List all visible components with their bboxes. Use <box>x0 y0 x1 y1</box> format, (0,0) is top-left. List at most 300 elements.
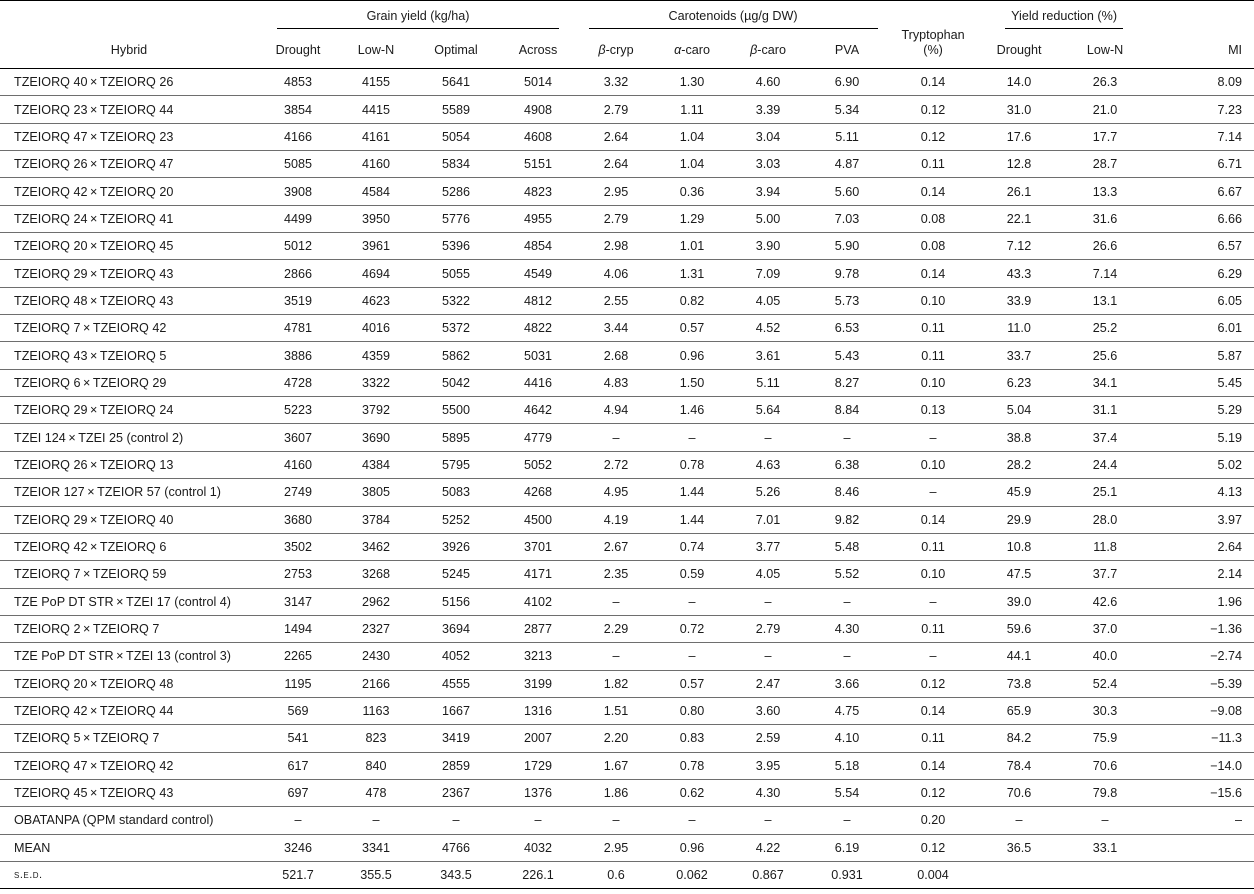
yr-low-n-cell: 40.0 <box>1060 643 1150 670</box>
mi-cell: −14.0 <box>1150 752 1254 779</box>
mi-cell: 6.71 <box>1150 151 1254 178</box>
b-cryp-cell: 2.64 <box>578 151 654 178</box>
across-cell: 226.1 <box>498 861 578 888</box>
tryptophan-cell: 0.12 <box>888 779 978 806</box>
pva-cell: 8.46 <box>806 479 888 506</box>
across-cell: 4608 <box>498 123 578 150</box>
pva-cell: 8.84 <box>806 397 888 424</box>
tryptophan-cell: 0.10 <box>888 287 978 314</box>
drought-cell: 4160 <box>258 451 338 478</box>
b-cryp-cell: 2.72 <box>578 451 654 478</box>
hybrid-cell: MEAN <box>0 834 258 861</box>
mi-cell: 2.14 <box>1150 561 1254 588</box>
grain-yield-header: Grain yield (kg/ha) <box>258 0 578 32</box>
hybrid-cell: TZEIORQ 45 × TZEIORQ 43 <box>0 779 258 806</box>
yr-low-n-cell: 25.2 <box>1060 315 1150 342</box>
hybrid-column-header: Hybrid <box>0 32 258 69</box>
mi-cell: −15.6 <box>1150 779 1254 806</box>
across-cell: 4268 <box>498 479 578 506</box>
table-row <box>0 752 1254 779</box>
low-n-column-header: Low-N <box>338 32 414 69</box>
yr-drought-cell: – <box>978 807 1060 834</box>
low-n-cell: 3805 <box>338 479 414 506</box>
drought-cell: 2866 <box>258 260 338 287</box>
optimal-cell: 343.5 <box>414 861 498 888</box>
drought-cell: 3854 <box>258 96 338 123</box>
across-cell: 5014 <box>498 69 578 96</box>
mi-cell: −9.08 <box>1150 697 1254 724</box>
across-cell: 4642 <box>498 397 578 424</box>
tryptophan-cell: 0.14 <box>888 752 978 779</box>
pva-cell: 9.82 <box>806 506 888 533</box>
yr-drought-cell: 31.0 <box>978 96 1060 123</box>
hybrid-cell: TZEIORQ 7 × TZEIORQ 42 <box>0 315 258 342</box>
yr-low-n-cell <box>1060 861 1150 888</box>
yr-drought-cell: 73.8 <box>978 670 1060 697</box>
hybrid-cell: TZEIORQ 5 × TZEIORQ 7 <box>0 725 258 752</box>
across-cell: 2877 <box>498 615 578 642</box>
yr-drought-cell: 43.3 <box>978 260 1060 287</box>
across-cell: 3213 <box>498 643 578 670</box>
tryptophan-cell: 0.12 <box>888 834 978 861</box>
yr-drought-cell: 45.9 <box>978 479 1060 506</box>
yr-drought-cell: 38.8 <box>978 424 1060 451</box>
b-cryp-cell: 2.35 <box>578 561 654 588</box>
b-cryp-cell: 2.95 <box>578 834 654 861</box>
mi-cell: 5.45 <box>1150 369 1254 396</box>
tryptophan-cell: 0.11 <box>888 725 978 752</box>
table-row <box>0 807 1254 834</box>
tryptophan-cell: 0.11 <box>888 615 978 642</box>
pva-cell: 6.53 <box>806 315 888 342</box>
yr-low-n-cell: 28.0 <box>1060 506 1150 533</box>
across-cell: 5052 <box>498 451 578 478</box>
yr-drought-cell: 12.8 <box>978 151 1060 178</box>
hybrid-header-cell <box>0 0 258 32</box>
yr-low-n-cell: 24.4 <box>1060 451 1150 478</box>
optimal-cell: 5862 <box>414 342 498 369</box>
across-cell: 3701 <box>498 533 578 560</box>
low-n-cell: 2430 <box>338 643 414 670</box>
a-caro-cell: 0.74 <box>654 533 730 560</box>
low-n-cell: 3690 <box>338 424 414 451</box>
a-caro-cell: 0.59 <box>654 561 730 588</box>
across-cell: 4908 <box>498 96 578 123</box>
mi-cell: – <box>1150 807 1254 834</box>
b-caro-cell: 2.59 <box>730 725 806 752</box>
yr-low-n-cell: 25.1 <box>1060 479 1150 506</box>
hybrid-cell: TZEIORQ 47 × TZEIORQ 23 <box>0 123 258 150</box>
b-caro-cell: 4.30 <box>730 779 806 806</box>
optimal-cell: 3694 <box>414 615 498 642</box>
across-cell: 4823 <box>498 178 578 205</box>
pva-cell: 6.90 <box>806 69 888 96</box>
hybrid-cell: TZEIORQ 40 × TZEIORQ 26 <box>0 69 258 96</box>
tryptophan-cell: – <box>888 588 978 615</box>
across-cell: 1316 <box>498 697 578 724</box>
tryptophan-cell: 0.12 <box>888 96 978 123</box>
yr-drought-cell: 17.6 <box>978 123 1060 150</box>
drought-cell: 521.7 <box>258 861 338 888</box>
b-caro-cell: 2.47 <box>730 670 806 697</box>
pva-cell: 5.18 <box>806 752 888 779</box>
yr-low-n-cell: 37.4 <box>1060 424 1150 451</box>
low-n-cell: 823 <box>338 725 414 752</box>
pva-cell: 5.54 <box>806 779 888 806</box>
hybrid-cell: TZEIORQ 20 × TZEIORQ 45 <box>0 233 258 260</box>
table-row <box>0 260 1254 287</box>
b-caro-cell: 2.79 <box>730 615 806 642</box>
pva-cell: 4.87 <box>806 151 888 178</box>
b-cryp-cell: 3.32 <box>578 69 654 96</box>
tryptophan-cell: 0.11 <box>888 315 978 342</box>
optimal-cell: 3419 <box>414 725 498 752</box>
table-row <box>0 69 1254 96</box>
b-caro-cell: – <box>730 807 806 834</box>
tryptophan-cell: – <box>888 424 978 451</box>
b-cryp-cell: – <box>578 588 654 615</box>
across-cell: 1729 <box>498 752 578 779</box>
b-cryp-cell: 2.79 <box>578 205 654 232</box>
a-caro-cell: 1.04 <box>654 123 730 150</box>
table-row <box>0 342 1254 369</box>
table-row <box>0 233 1254 260</box>
pva-cell: 5.48 <box>806 533 888 560</box>
optimal-cell: 5500 <box>414 397 498 424</box>
b-caro-cell: 3.90 <box>730 233 806 260</box>
optimal-cell: 4766 <box>414 834 498 861</box>
mi-cell: 1.96 <box>1150 588 1254 615</box>
table-row <box>0 643 1254 670</box>
b-caro-cell: 4.63 <box>730 451 806 478</box>
tryptophan-cell: 0.08 <box>888 233 978 260</box>
drought-cell: 3607 <box>258 424 338 451</box>
yr-drought-cell: 36.5 <box>978 834 1060 861</box>
drought-cell: 3502 <box>258 533 338 560</box>
drought-cell: 4499 <box>258 205 338 232</box>
hybrid-cell: TZEIORQ 20 × TZEIORQ 48 <box>0 670 258 697</box>
hybrid-cell: OBATANPA (QPM standard control) <box>0 807 258 834</box>
a-caro-cell: – <box>654 424 730 451</box>
yr-drought-cell: 59.6 <box>978 615 1060 642</box>
yr-drought-cell: 33.7 <box>978 342 1060 369</box>
yr-low-n-cell: 25.6 <box>1060 342 1150 369</box>
pva-column-header: PVA <box>806 32 888 69</box>
table-row <box>0 834 1254 861</box>
drought-cell: 2749 <box>258 479 338 506</box>
table-header <box>0 0 1254 69</box>
optimal-cell: 5055 <box>414 260 498 287</box>
pva-cell: – <box>806 643 888 670</box>
yr-drought-cell: 39.0 <box>978 588 1060 615</box>
hybrid-cell: TZE PoP DT STR × TZEI 13 (control 3) <box>0 643 258 670</box>
mi-cell: 5.02 <box>1150 451 1254 478</box>
tryptophan-cell: 0.20 <box>888 807 978 834</box>
across-column-header: Across <box>498 32 578 69</box>
tryptophan-cell: 0.12 <box>888 670 978 697</box>
low-n-cell: 4415 <box>338 96 414 123</box>
mi-cell: 5.87 <box>1150 342 1254 369</box>
low-n-cell: 4160 <box>338 151 414 178</box>
mi-cell: 6.01 <box>1150 315 1254 342</box>
pva-cell: 5.73 <box>806 287 888 314</box>
across-cell: 4549 <box>498 260 578 287</box>
across-cell: 4779 <box>498 424 578 451</box>
b-cryp-cell: 2.20 <box>578 725 654 752</box>
a-caro-cell: – <box>654 588 730 615</box>
pva-cell: 5.52 <box>806 561 888 588</box>
b-cryp-cell: 2.95 <box>578 178 654 205</box>
drought-cell: 1195 <box>258 670 338 697</box>
mi-cell: 6.67 <box>1150 178 1254 205</box>
table-row <box>0 479 1254 506</box>
yr-low-n-cell: 37.0 <box>1060 615 1150 642</box>
a-caro-cell: 1.31 <box>654 260 730 287</box>
hybrid-cell: TZEIORQ 26 × TZEIORQ 47 <box>0 151 258 178</box>
across-cell: 4032 <box>498 834 578 861</box>
a-caro-cell: 1.29 <box>654 205 730 232</box>
mi-cell: 5.29 <box>1150 397 1254 424</box>
hybrid-cell: TZEIORQ 42 × TZEIORQ 44 <box>0 697 258 724</box>
a-caro-column-header: α-caro <box>654 32 730 69</box>
b-cryp-cell: 1.51 <box>578 697 654 724</box>
drought-cell: 5012 <box>258 233 338 260</box>
table-row <box>0 670 1254 697</box>
tryptophan-cell: – <box>888 479 978 506</box>
yr-drought-cell: 22.1 <box>978 205 1060 232</box>
optimal-cell: 5795 <box>414 451 498 478</box>
yr-drought-cell: 11.0 <box>978 315 1060 342</box>
low-n-cell: 840 <box>338 752 414 779</box>
yr-low-n-cell: 28.7 <box>1060 151 1150 178</box>
a-caro-cell: 0.80 <box>654 697 730 724</box>
b-caro-cell: 3.60 <box>730 697 806 724</box>
pva-cell: 5.11 <box>806 123 888 150</box>
across-cell: 3199 <box>498 670 578 697</box>
optimal-cell: 3926 <box>414 533 498 560</box>
low-n-cell: 3462 <box>338 533 414 560</box>
a-caro-cell: 1.46 <box>654 397 730 424</box>
optimal-cell: 5083 <box>414 479 498 506</box>
header-group-row <box>0 0 1254 32</box>
yr-drought-cell: 33.9 <box>978 287 1060 314</box>
optimal-cell: – <box>414 807 498 834</box>
table-row <box>0 369 1254 396</box>
a-caro-cell: 0.96 <box>654 834 730 861</box>
yr-low-n-cell: 33.1 <box>1060 834 1150 861</box>
low-n-cell: 1163 <box>338 697 414 724</box>
pva-cell: 3.66 <box>806 670 888 697</box>
drought-cell: 5223 <box>258 397 338 424</box>
drought-cell: 3908 <box>258 178 338 205</box>
yr-low-n-cell: 26.3 <box>1060 69 1150 96</box>
hybrid-cell: TZEIORQ 43 × TZEIORQ 5 <box>0 342 258 369</box>
b-cryp-cell: 3.44 <box>578 315 654 342</box>
across-cell: – <box>498 807 578 834</box>
b-caro-cell: 7.01 <box>730 506 806 533</box>
table-row <box>0 725 1254 752</box>
b-caro-cell: 3.95 <box>730 752 806 779</box>
yr-drought-cell: 70.6 <box>978 779 1060 806</box>
tryptophan-cell: 0.10 <box>888 369 978 396</box>
hybrid-cell: TZEIORQ 29 × TZEIORQ 43 <box>0 260 258 287</box>
yr-low-n-cell: 7.14 <box>1060 260 1150 287</box>
b-caro-cell: 4.60 <box>730 69 806 96</box>
low-n-cell: 4384 <box>338 451 414 478</box>
drought-cell: – <box>258 807 338 834</box>
optimal-cell: 5372 <box>414 315 498 342</box>
low-n-cell: 3322 <box>338 369 414 396</box>
b-caro-cell: 3.39 <box>730 96 806 123</box>
pva-cell: 6.38 <box>806 451 888 478</box>
table-row <box>0 451 1254 478</box>
b-cryp-cell: 2.64 <box>578 123 654 150</box>
table-row <box>0 397 1254 424</box>
a-caro-cell: 1.11 <box>654 96 730 123</box>
table-row <box>0 561 1254 588</box>
a-caro-cell: 0.82 <box>654 287 730 314</box>
yr-low-n-cell: 30.3 <box>1060 697 1150 724</box>
mi-cell: 6.66 <box>1150 205 1254 232</box>
pva-cell: 6.19 <box>806 834 888 861</box>
across-cell: 4416 <box>498 369 578 396</box>
optimal-cell: 5245 <box>414 561 498 588</box>
across-cell: 4822 <box>498 315 578 342</box>
yr-drought-column-header: Drought <box>978 32 1060 69</box>
b-caro-cell: 3.77 <box>730 533 806 560</box>
carotenoids-header: Carotenoids (µg/g DW) <box>578 0 888 32</box>
drought-column-header: Drought <box>258 32 338 69</box>
table-row <box>0 96 1254 123</box>
hybrid-cell: TZEIORQ 42 × TZEIORQ 6 <box>0 533 258 560</box>
optimal-cell: 5286 <box>414 178 498 205</box>
optimal-cell: 4052 <box>414 643 498 670</box>
hybrid-cell: TZEIORQ 24 × TZEIORQ 41 <box>0 205 258 232</box>
b-cryp-cell: 4.95 <box>578 479 654 506</box>
drought-cell: 2265 <box>258 643 338 670</box>
b-cryp-cell: 2.29 <box>578 615 654 642</box>
b-cryp-cell: 2.98 <box>578 233 654 260</box>
drought-cell: 4781 <box>258 315 338 342</box>
hybrid-cell: TZEIORQ 29 × TZEIORQ 24 <box>0 397 258 424</box>
tryptophan-header: Tryptophan <box>901 28 965 42</box>
drought-cell: 2753 <box>258 561 338 588</box>
low-n-cell: 2166 <box>338 670 414 697</box>
pva-cell: – <box>806 424 888 451</box>
optimal-column-header: Optimal <box>414 32 498 69</box>
mi-cell: −1.36 <box>1150 615 1254 642</box>
a-caro-cell: – <box>654 643 730 670</box>
a-caro-cell: 1.30 <box>654 69 730 96</box>
b-caro-cell: 0.867 <box>730 861 806 888</box>
optimal-cell: 5322 <box>414 287 498 314</box>
a-caro-cell: 1.01 <box>654 233 730 260</box>
optimal-cell: 5396 <box>414 233 498 260</box>
tryptophan-cell: 0.12 <box>888 123 978 150</box>
low-n-cell: 3784 <box>338 506 414 533</box>
drought-cell: 541 <box>258 725 338 752</box>
a-caro-cell: – <box>654 807 730 834</box>
b-caro-cell: 7.09 <box>730 260 806 287</box>
tryptophan-cell: 0.11 <box>888 342 978 369</box>
across-cell: 4171 <box>498 561 578 588</box>
pva-cell: 5.34 <box>806 96 888 123</box>
across-cell: 4500 <box>498 506 578 533</box>
low-n-cell: 3950 <box>338 205 414 232</box>
tryptophan-cell: 0.11 <box>888 533 978 560</box>
yr-drought-cell: 47.5 <box>978 561 1060 588</box>
a-caro-cell: 0.96 <box>654 342 730 369</box>
low-n-cell: 4584 <box>338 178 414 205</box>
yr-low-n-cell: 34.1 <box>1060 369 1150 396</box>
low-n-cell: 4623 <box>338 287 414 314</box>
yr-low-n-cell: – <box>1060 807 1150 834</box>
mi-column-header: MI <box>1150 32 1254 69</box>
a-caro-cell: 1.44 <box>654 479 730 506</box>
tryptophan-unit-header: (%) <box>888 32 978 69</box>
b-caro-cell: 3.94 <box>730 178 806 205</box>
yr-drought-cell: 7.12 <box>978 233 1060 260</box>
b-cryp-cell: 1.82 <box>578 670 654 697</box>
drought-cell: 3519 <box>258 287 338 314</box>
hybrid-cell: TZEIORQ 29 × TZEIORQ 40 <box>0 506 258 533</box>
yield-reduction-header: Yield reduction (%) <box>978 0 1150 32</box>
pva-cell: 4.75 <box>806 697 888 724</box>
yr-low-n-cell: 75.9 <box>1060 725 1150 752</box>
pva-cell: 8.27 <box>806 369 888 396</box>
mi-cell: 8.09 <box>1150 69 1254 96</box>
low-n-cell: 4359 <box>338 342 414 369</box>
table-row <box>0 506 1254 533</box>
yr-low-n-cell: 13.3 <box>1060 178 1150 205</box>
drought-cell: 4728 <box>258 369 338 396</box>
tryptophan-cell: 0.14 <box>888 69 978 96</box>
table-row <box>0 123 1254 150</box>
mi-cell: 7.23 <box>1150 96 1254 123</box>
b-cryp-cell: 2.67 <box>578 533 654 560</box>
yr-drought-cell: 78.4 <box>978 752 1060 779</box>
a-caro-cell: 0.36 <box>654 178 730 205</box>
hybrid-cell: TZEIORQ 6 × TZEIORQ 29 <box>0 369 258 396</box>
b-caro-column-header: β-caro <box>730 32 806 69</box>
drought-cell: 3680 <box>258 506 338 533</box>
b-caro-cell: – <box>730 424 806 451</box>
a-caro-cell: 1.50 <box>654 369 730 396</box>
mi-group-cell <box>1150 0 1254 32</box>
mi-cell: 6.57 <box>1150 233 1254 260</box>
pva-cell: 5.60 <box>806 178 888 205</box>
optimal-cell: 5834 <box>414 151 498 178</box>
yr-low-n-cell: 70.6 <box>1060 752 1150 779</box>
yr-low-n-cell: 13.1 <box>1060 287 1150 314</box>
b-caro-cell: 3.04 <box>730 123 806 150</box>
table-body <box>0 69 1254 889</box>
low-n-cell: 478 <box>338 779 414 806</box>
hybrid-cell: TZE PoP DT STR × TZEI 17 (control 4) <box>0 588 258 615</box>
table-row <box>0 533 1254 560</box>
b-caro-cell: 4.22 <box>730 834 806 861</box>
drought-cell: 3886 <box>258 342 338 369</box>
yr-low-n-cell: 26.6 <box>1060 233 1150 260</box>
low-n-cell: – <box>338 807 414 834</box>
yr-drought-cell: 28.2 <box>978 451 1060 478</box>
table-row <box>0 588 1254 615</box>
table-row <box>0 861 1254 888</box>
drought-cell: 569 <box>258 697 338 724</box>
b-cryp-cell: – <box>578 643 654 670</box>
b-caro-cell: 5.11 <box>730 369 806 396</box>
low-n-cell: 3268 <box>338 561 414 588</box>
